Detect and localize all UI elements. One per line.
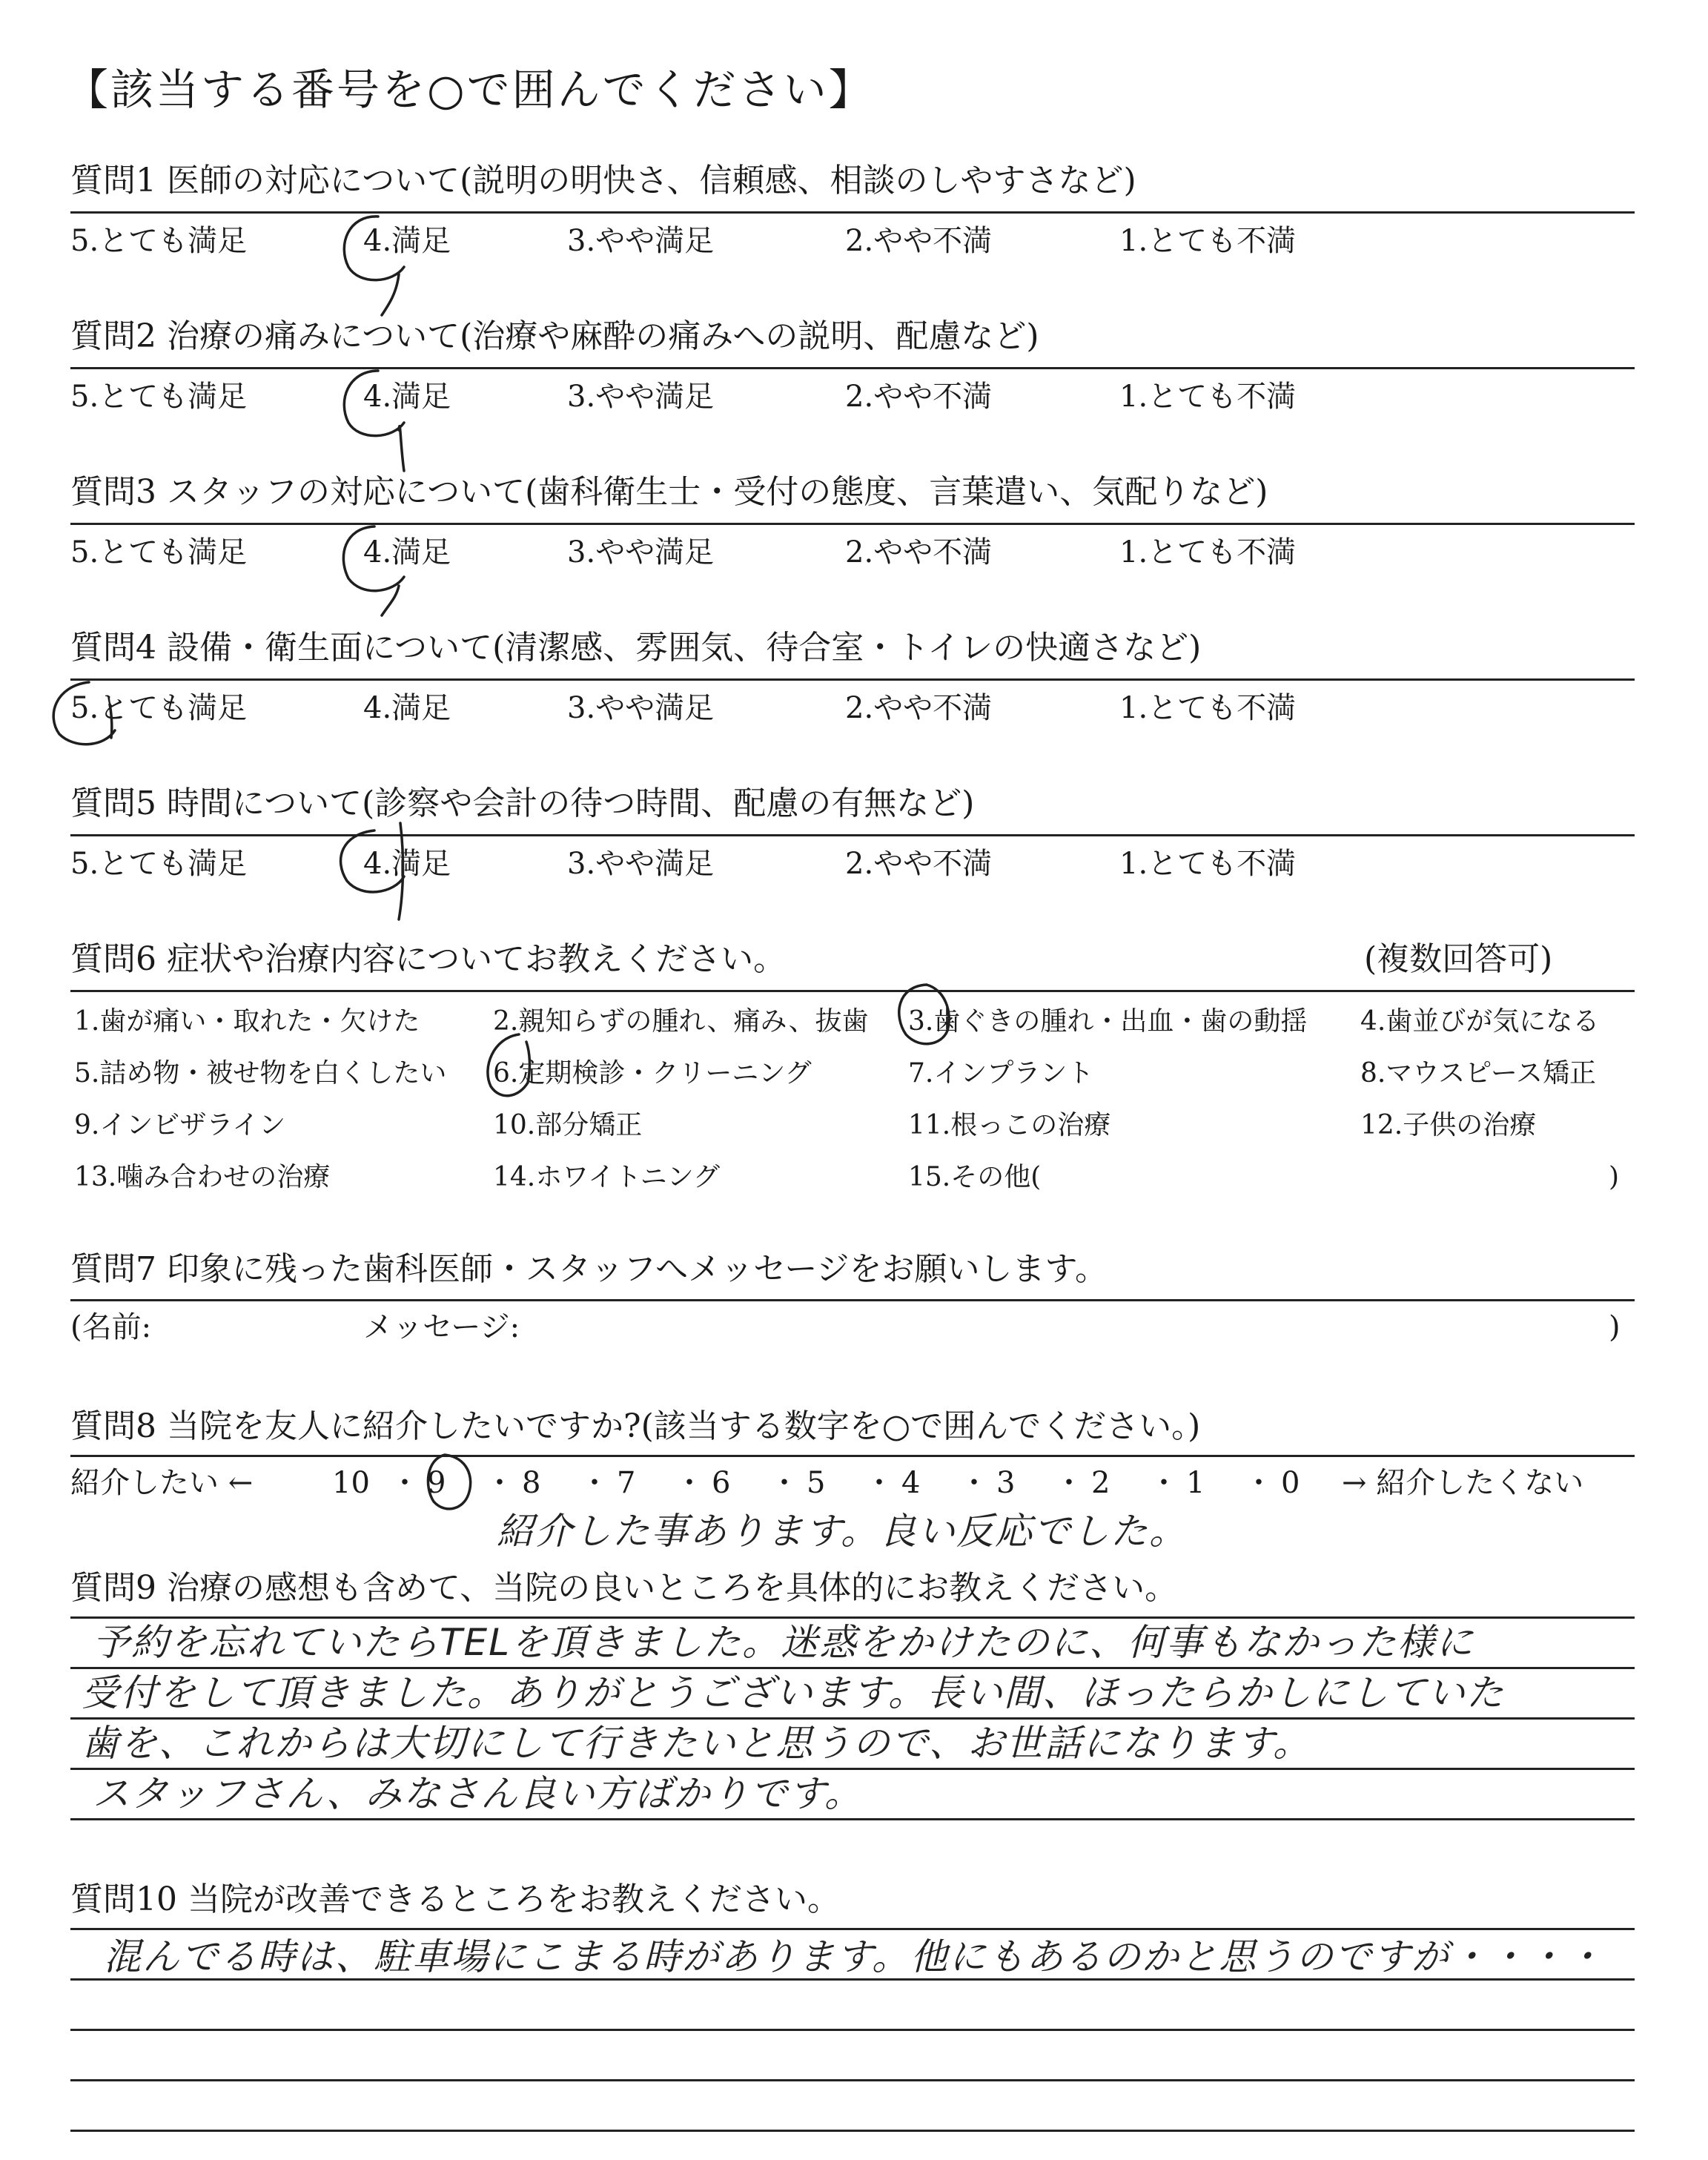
q8-scale-separator: ・ [1149,1466,1179,1500]
q5-option-1[interactable]: 1.とても不満 [1119,847,1297,881]
q8-scale-4[interactable]: 4 [901,1466,921,1500]
q3-title: 質問3 スタッフの対応について(歯科衛生士・受付の態度、言葉遣い、気配りなど) [70,473,1268,511]
q7-rule [70,1299,1635,1301]
q1-option-3[interactable]: 3.やや満足 [567,224,715,258]
q6-item-5[interactable]: 5.詰め物・被せ物を白くしたい [74,1058,447,1089]
q8-scale-1[interactable]: 1 [1186,1466,1205,1500]
q3-rule [70,523,1635,525]
q9-rule-4 [70,1768,1635,1770]
q5-rule [70,834,1635,836]
q6-item-4[interactable]: 4.歯並びが気になる [1360,1006,1600,1037]
q9-rule-1 [70,1616,1635,1619]
q6-title: 質問6 症状や治療内容についてお教えください。 [70,940,787,978]
q7-close: ) [1609,1310,1621,1344]
q10-rule-3 [70,2029,1635,2031]
q8-scale-3[interactable]: 3 [996,1466,1016,1500]
q3-option-4[interactable]: 4.満足 [363,535,451,569]
q6-item-8[interactable]: 8.マウスピース矯正 [1360,1058,1597,1089]
q6-other-close: ) [1609,1162,1620,1192]
q6-item-14[interactable]: 14.ホワイトニング [493,1162,721,1192]
form-header: 【該当する番号を○で囲んでください】 [65,65,874,115]
q9-answer-line-4: スタッフさん、みなさん良い方ばかりです。 [93,1772,863,1815]
q3-option-3[interactable]: 3.やや満足 [567,535,715,569]
q8-scale-0[interactable]: 0 [1281,1466,1300,1500]
q6-item-12[interactable]: 12.子供の治療 [1360,1110,1537,1140]
q2-option-5[interactable]: 5.とても満足 [70,380,248,414]
q1-option-5[interactable]: 5.とても満足 [70,224,248,258]
q8-scale-separator: ・ [959,1466,989,1500]
q8-scale-separator: ・ [390,1466,420,1500]
q8-scale-6[interactable]: 6 [712,1466,731,1500]
q6-item-13[interactable]: 13.噛み合わせの治療 [74,1162,331,1192]
q10-rule-1 [70,1928,1635,1930]
q8-scale-separator: ・ [864,1466,894,1500]
q4-option-5[interactable]: 5.とても満足 [70,691,248,725]
q4-option-1[interactable]: 1.とても不満 [1119,691,1297,725]
q3-option-1[interactable]: 1.とても不満 [1119,535,1297,569]
q8-scale-separator: ・ [485,1466,514,1500]
q8-scale-5[interactable]: 5 [807,1466,826,1500]
q8-right-label: → 紹介したくない [1342,1466,1584,1500]
q1-title: 質問1 医師の対応について(説明の明快さ、信頼感、相談のしやすさなど) [70,162,1136,199]
q6-item-2[interactable]: 2.親知らずの腫れ、痛み、抜歯 [493,1006,869,1037]
q6-rule [70,990,1635,992]
q6-item-15[interactable]: 15.その他( [908,1162,1042,1192]
q8-scale-separator: ・ [675,1466,704,1500]
q8-scale-separator: ・ [1244,1466,1274,1500]
q5-title: 質問5 時間について(診察や会計の待つ時間、配慮の有無など) [70,785,975,822]
q5-option-2[interactable]: 2.やや不満 [845,847,993,881]
q7-title: 質問7 印象に残った歯科医師・スタッフへメッセージをお願いします。 [70,1250,1108,1288]
q8-scale-8[interactable]: 8 [522,1466,541,1500]
q8-title: 質問8 当院を友人に紹介したいですか?(該当する数字を○で囲んでください。) [70,1407,1201,1445]
q2-option-2[interactable]: 2.やや不満 [845,380,993,414]
q6-item-1[interactable]: 1.歯が痛い・取れた・欠けた [74,1006,420,1037]
q8-scale-2[interactable]: 2 [1091,1466,1110,1500]
q9-rule-5 [70,1818,1635,1820]
q7-name-label: (名前: [70,1310,152,1344]
q4-option-3[interactable]: 3.やや満足 [567,691,715,725]
q2-option-1[interactable]: 1.とても不満 [1119,380,1297,414]
q3-option-2[interactable]: 2.やや不満 [845,535,993,569]
q9-rule-2 [70,1667,1635,1669]
q8-scale-9[interactable]: 9 [427,1466,446,1500]
q10-answer-line-1: 混んでる時は、駐車場にこまる時があります。他にもあるのかと思うのですが・・・・ [104,1935,1604,1978]
q1-option-2[interactable]: 2.やや不満 [845,224,993,258]
q9-rule-3 [70,1717,1635,1720]
q10-rule-2 [70,1978,1635,1981]
q8-scale-separator: ・ [580,1466,609,1500]
q6-note: (複数回答可) [1364,940,1553,978]
q4-option-4[interactable]: 4.満足 [363,691,451,725]
q6-item-7[interactable]: 7.インプラント [908,1058,1094,1089]
q8-handwritten-note: 紹介した事あります。良い反応でした。 [497,1510,1188,1553]
q5-option-5[interactable]: 5.とても満足 [70,847,248,881]
q8-rule [70,1455,1635,1457]
q6-item-9[interactable]: 9.インビザライン [74,1110,286,1140]
q8-scale-separator: ・ [769,1466,799,1500]
q8-scale-10[interactable]: 10 [332,1466,370,1500]
q6-item-10[interactable]: 10.部分矯正 [493,1110,643,1140]
q3-option-5[interactable]: 5.とても満足 [70,535,248,569]
q10-rule-4 [70,2079,1635,2081]
q10-title: 質問10 当院が改善できるところをお教えください。 [70,1880,840,1918]
q5-option-3[interactable]: 3.やや満足 [567,847,715,881]
q5-option-4[interactable]: 4.満足 [363,847,451,881]
q1-rule [70,211,1635,214]
q6-item-11[interactable]: 11.根っこの治療 [908,1110,1111,1140]
q9-answer-line-1: 予約を忘れていたらTELを頂きました。迷惑をかけたのに、何事もなかった様に [93,1621,1474,1664]
q6-item-6[interactable]: 6.定期検診・クリーニング [493,1058,812,1089]
q7-message-label: メッセージ: [363,1310,520,1344]
q1-option-4[interactable]: 4.満足 [363,224,451,258]
q6-item-3[interactable]: 3.歯ぐきの腫れ・出血・歯の動揺 [908,1006,1308,1037]
q9-answer-line-2: 受付をして頂きました。ありがとうございます。長い間、ほったらかしにしていた [82,1671,1505,1714]
q8-left-label: 紹介したい ← [70,1466,254,1500]
q2-option-4[interactable]: 4.満足 [363,380,451,414]
q2-option-3[interactable]: 3.やや満足 [567,380,715,414]
q1-option-1[interactable]: 1.とても不満 [1119,224,1297,258]
q4-rule [70,678,1635,681]
q2-rule [70,367,1635,369]
q2-title: 質問2 治療の痛みについて(治療や麻酔の痛みへの説明、配慮など) [70,317,1039,355]
q8-scale-separator: ・ [1054,1466,1084,1500]
q9-title: 質問9 治療の感想も含めて、当院の良いところを具体的にお教えください。 [70,1569,1178,1607]
q8-scale-7[interactable]: 7 [617,1466,636,1500]
q4-title: 質問4 設備・衛生面について(清潔感、雰囲気、待合室・トイレの快適さなど) [70,629,1202,667]
q4-option-2[interactable]: 2.やや不満 [845,691,993,725]
q10-rule-5 [70,2130,1635,2132]
q9-answer-line-3: 歯を、これからは大切にして行きたいと思うので、お世話になります。 [82,1722,1311,1765]
